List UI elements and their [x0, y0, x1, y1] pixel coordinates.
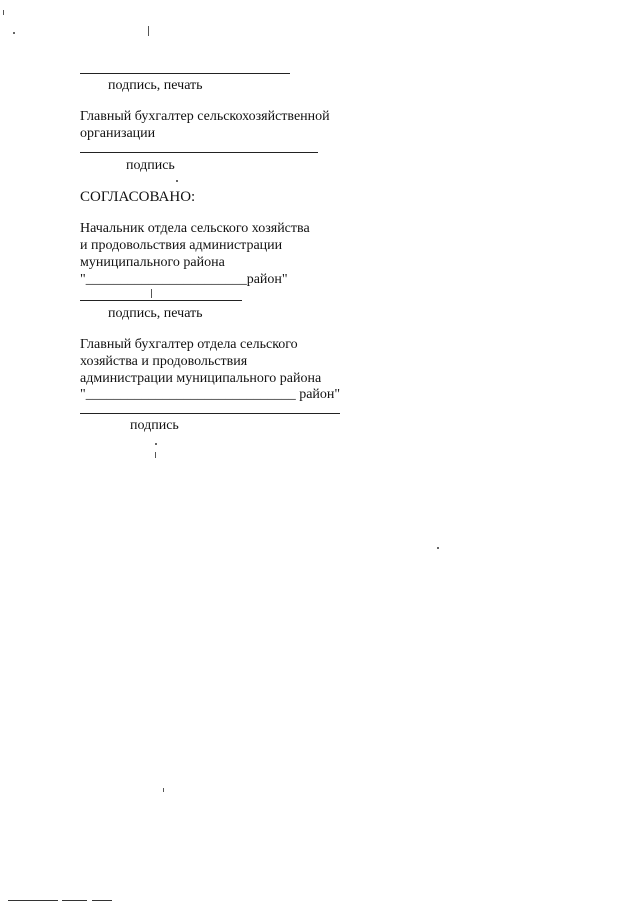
scan-dot: [155, 443, 157, 445]
signature-line-2: [80, 152, 318, 153]
signature-caption-2: подпись: [126, 158, 175, 173]
scan-dot: [437, 547, 439, 549]
scan-dot: [13, 32, 15, 34]
district-name-blank: _______________________: [85, 272, 247, 287]
department-accountant-title-line3: администрации муниципального района: [80, 371, 322, 386]
department-head-title-line2: и продовольствия администрации: [80, 238, 283, 253]
district-name-field-2: [80, 386, 340, 403]
signature-caption-1: подпись, печать: [108, 78, 203, 93]
scan-mark: [148, 26, 149, 36]
district-suffix: район": [246, 272, 288, 287]
scan-edge-line: [8, 900, 58, 901]
quote-open: ": [80, 387, 86, 402]
signature-line-1: [80, 73, 290, 74]
scan-mark: [155, 452, 156, 458]
scan-mark: [163, 788, 164, 792]
chief-accountant-title-line2: организации: [80, 126, 156, 141]
chief-accountant-title-line1: Главный бухгалтер сельскохозяйственной: [80, 109, 330, 124]
signature-caption-4: подпись: [130, 418, 179, 433]
department-accountant-title-line1: Главный бухгалтер отдела сельского: [80, 337, 298, 352]
agreed-heading: СОГЛАСОВАНО:: [80, 189, 196, 205]
district-suffix: район": [295, 387, 341, 402]
district-name-field: [80, 271, 288, 288]
signature-line-3: [80, 300, 242, 301]
scan-edge-line: [92, 900, 112, 901]
signature-line-4: [80, 413, 340, 414]
department-head-title-line3: муниципального района: [80, 255, 225, 270]
signature-caption-3: подпись, печать: [108, 306, 203, 321]
district-name-blank: ______________________________: [85, 387, 296, 402]
quote-open: ": [80, 272, 86, 287]
department-head-title-line1: Начальник отдела сельского хозяйства: [80, 221, 310, 236]
scan-mark: [151, 289, 152, 298]
scan-edge-line: [62, 900, 87, 901]
department-accountant-title-line2: хозяйства и продовольствия: [80, 354, 248, 369]
scan-mark: [3, 10, 4, 15]
scan-dot: [176, 180, 178, 182]
